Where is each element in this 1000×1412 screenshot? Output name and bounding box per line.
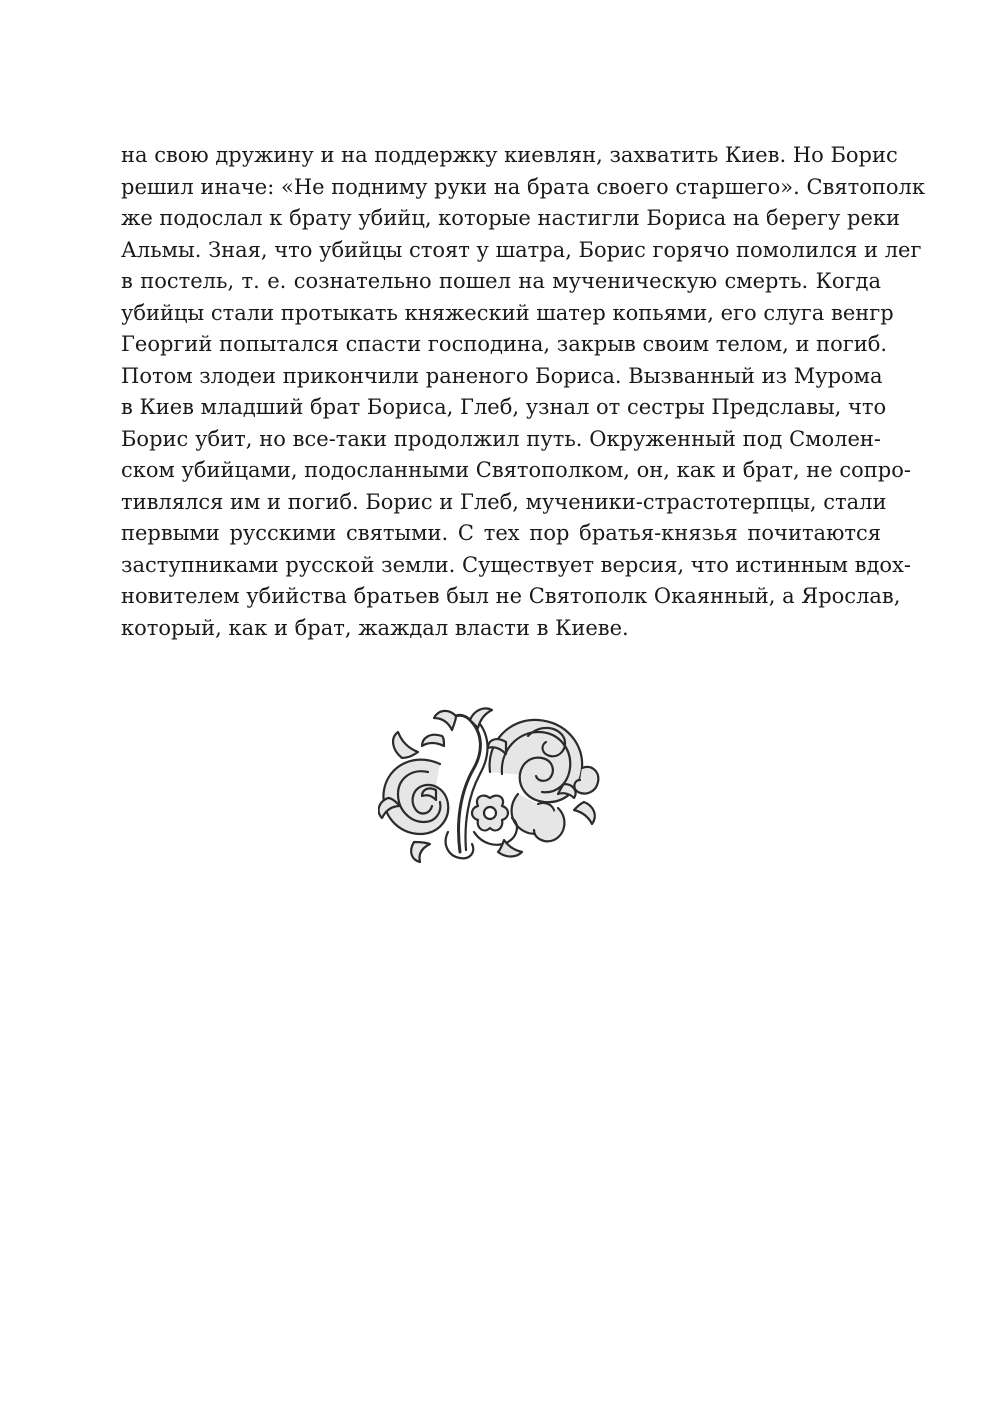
text-line: убийцы стали протыкать княжеский шатер копьями, его слуга венгр: [121, 300, 894, 325]
text-line: решил иначе: «Не подниму руки на брата своего старшего». Святополк: [121, 174, 925, 199]
floral-ornament-icon: [378, 702, 604, 864]
text-line: в Киев младший брат Бориса, Глеб, узнал от сестры Предславы, что: [121, 395, 887, 419]
text-line: заступниками русской земли. Существует версия, что истинным вдох-: [121, 552, 911, 577]
text-line: на свою дружину и на поддержку киевлян, захватить Киев. Но Борис: [121, 143, 898, 167]
body-text: [121, 140, 925, 644]
text-line: который, как и брат, жаждал власти в Киеве.: [121, 615, 629, 640]
text-line: ском убийцами, подосланными Святополком, он, как и брат, не сопро-: [121, 458, 911, 482]
text-line: Георгий попытался спасти господина, закрыв своим телом, и погиб.: [121, 332, 888, 356]
text-line: Борис убит, но все-таки продолжил путь. Окруженный под Смолен-: [121, 426, 881, 451]
text-line: первыми русскими святыми. С тех пор братья-князья почитаются: [121, 521, 881, 545]
text-line: тивлялся им и погиб. Борис и Глеб, мученики-страстотерпцы, стали: [121, 489, 887, 514]
text-line: в постель, т. е. сознательно пошел на мученическую смерть. Когда: [121, 269, 881, 293]
text-line: новителем убийства братьев был не Святополк Окаянный, а Ярослав,: [121, 584, 901, 608]
text-line: Потом злодеи прикончили раненого Бориса. Вызванный из Мурома: [121, 363, 883, 388]
text-line: же подослал к брату убийц, которые настигли Бориса на берегу реки: [121, 206, 900, 230]
text-line: Альмы. Зная, что убийцы стоят у шатра, Борис горячо помолился и лег: [121, 237, 922, 262]
